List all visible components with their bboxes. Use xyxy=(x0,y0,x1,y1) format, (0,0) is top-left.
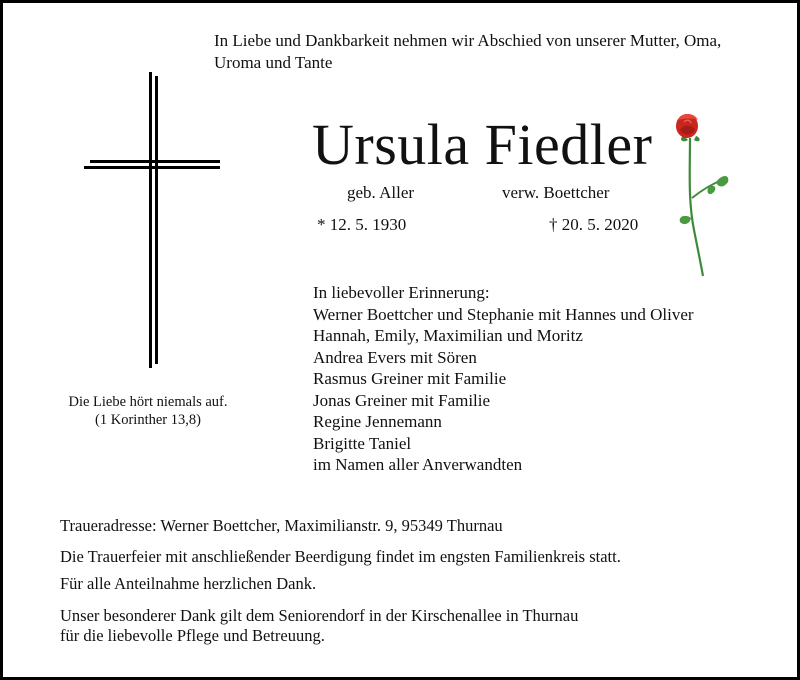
mourner-name: im Namen aller Anverwandten xyxy=(313,455,523,474)
mourner-name: Werner Boettcher und Stephanie mit Hannes und Oliver xyxy=(313,304,694,324)
thanks-note: Für alle Anteilnahme herzlichen Dank. xyxy=(60,574,317,593)
mourner-name: Hannah, Emily, Maximilian und Moritz xyxy=(313,326,583,345)
mourner-name: Brigitte Taniel xyxy=(313,433,412,453)
quote-reference: (1 Korinther 13,8) xyxy=(95,412,201,428)
birth-date: * 12. 5. 1930 xyxy=(317,215,407,234)
mourner-name: Regine Jennemann xyxy=(313,412,442,431)
mourners-heading: In liebevoller Erinnerung: xyxy=(313,283,490,302)
birth-name: geb. Aller xyxy=(347,183,415,202)
quote-text: Die Liebe hört niemals auf. xyxy=(68,394,228,410)
intro-text xyxy=(214,30,774,74)
mourner-name: Andrea Evers mit Sören xyxy=(313,347,477,367)
funeral-notice: Die Trauerfeier mit anschließender Beerdigung findet im engsten Familienkreis statt. xyxy=(60,547,621,566)
intro-line-1: In Liebe und Dankbarkeit nehmen wir Abschied von unserer Mutter, Oma, xyxy=(214,31,722,50)
red-rose-icon xyxy=(668,110,734,278)
married-name: verw. Boettcher xyxy=(502,183,610,202)
special-thanks-line-1: Unser besonderer Dank gilt dem Seniorendorf in der Kirschenallee in Thurnau xyxy=(60,606,579,625)
intro-line-2: Uroma und Tante xyxy=(214,53,333,72)
bible-quote xyxy=(40,393,256,429)
deceased-name: Ursula Fiedler xyxy=(312,112,653,177)
mourning-address: Traueradresse: Werner Boettcher, Maximilianstr. 9, 95349 Thurnau xyxy=(60,516,503,535)
mourner-name: Jonas Greiner mit Familie xyxy=(313,390,491,410)
special-thanks-line-2: für die liebevolle Pflege und Betreuung. xyxy=(60,626,325,645)
mourner-name: Rasmus Greiner mit Familie xyxy=(313,369,507,388)
mourners-list xyxy=(313,282,694,476)
christian-cross-icon xyxy=(82,72,224,368)
death-date: † 20. 5. 2020 xyxy=(549,215,639,234)
